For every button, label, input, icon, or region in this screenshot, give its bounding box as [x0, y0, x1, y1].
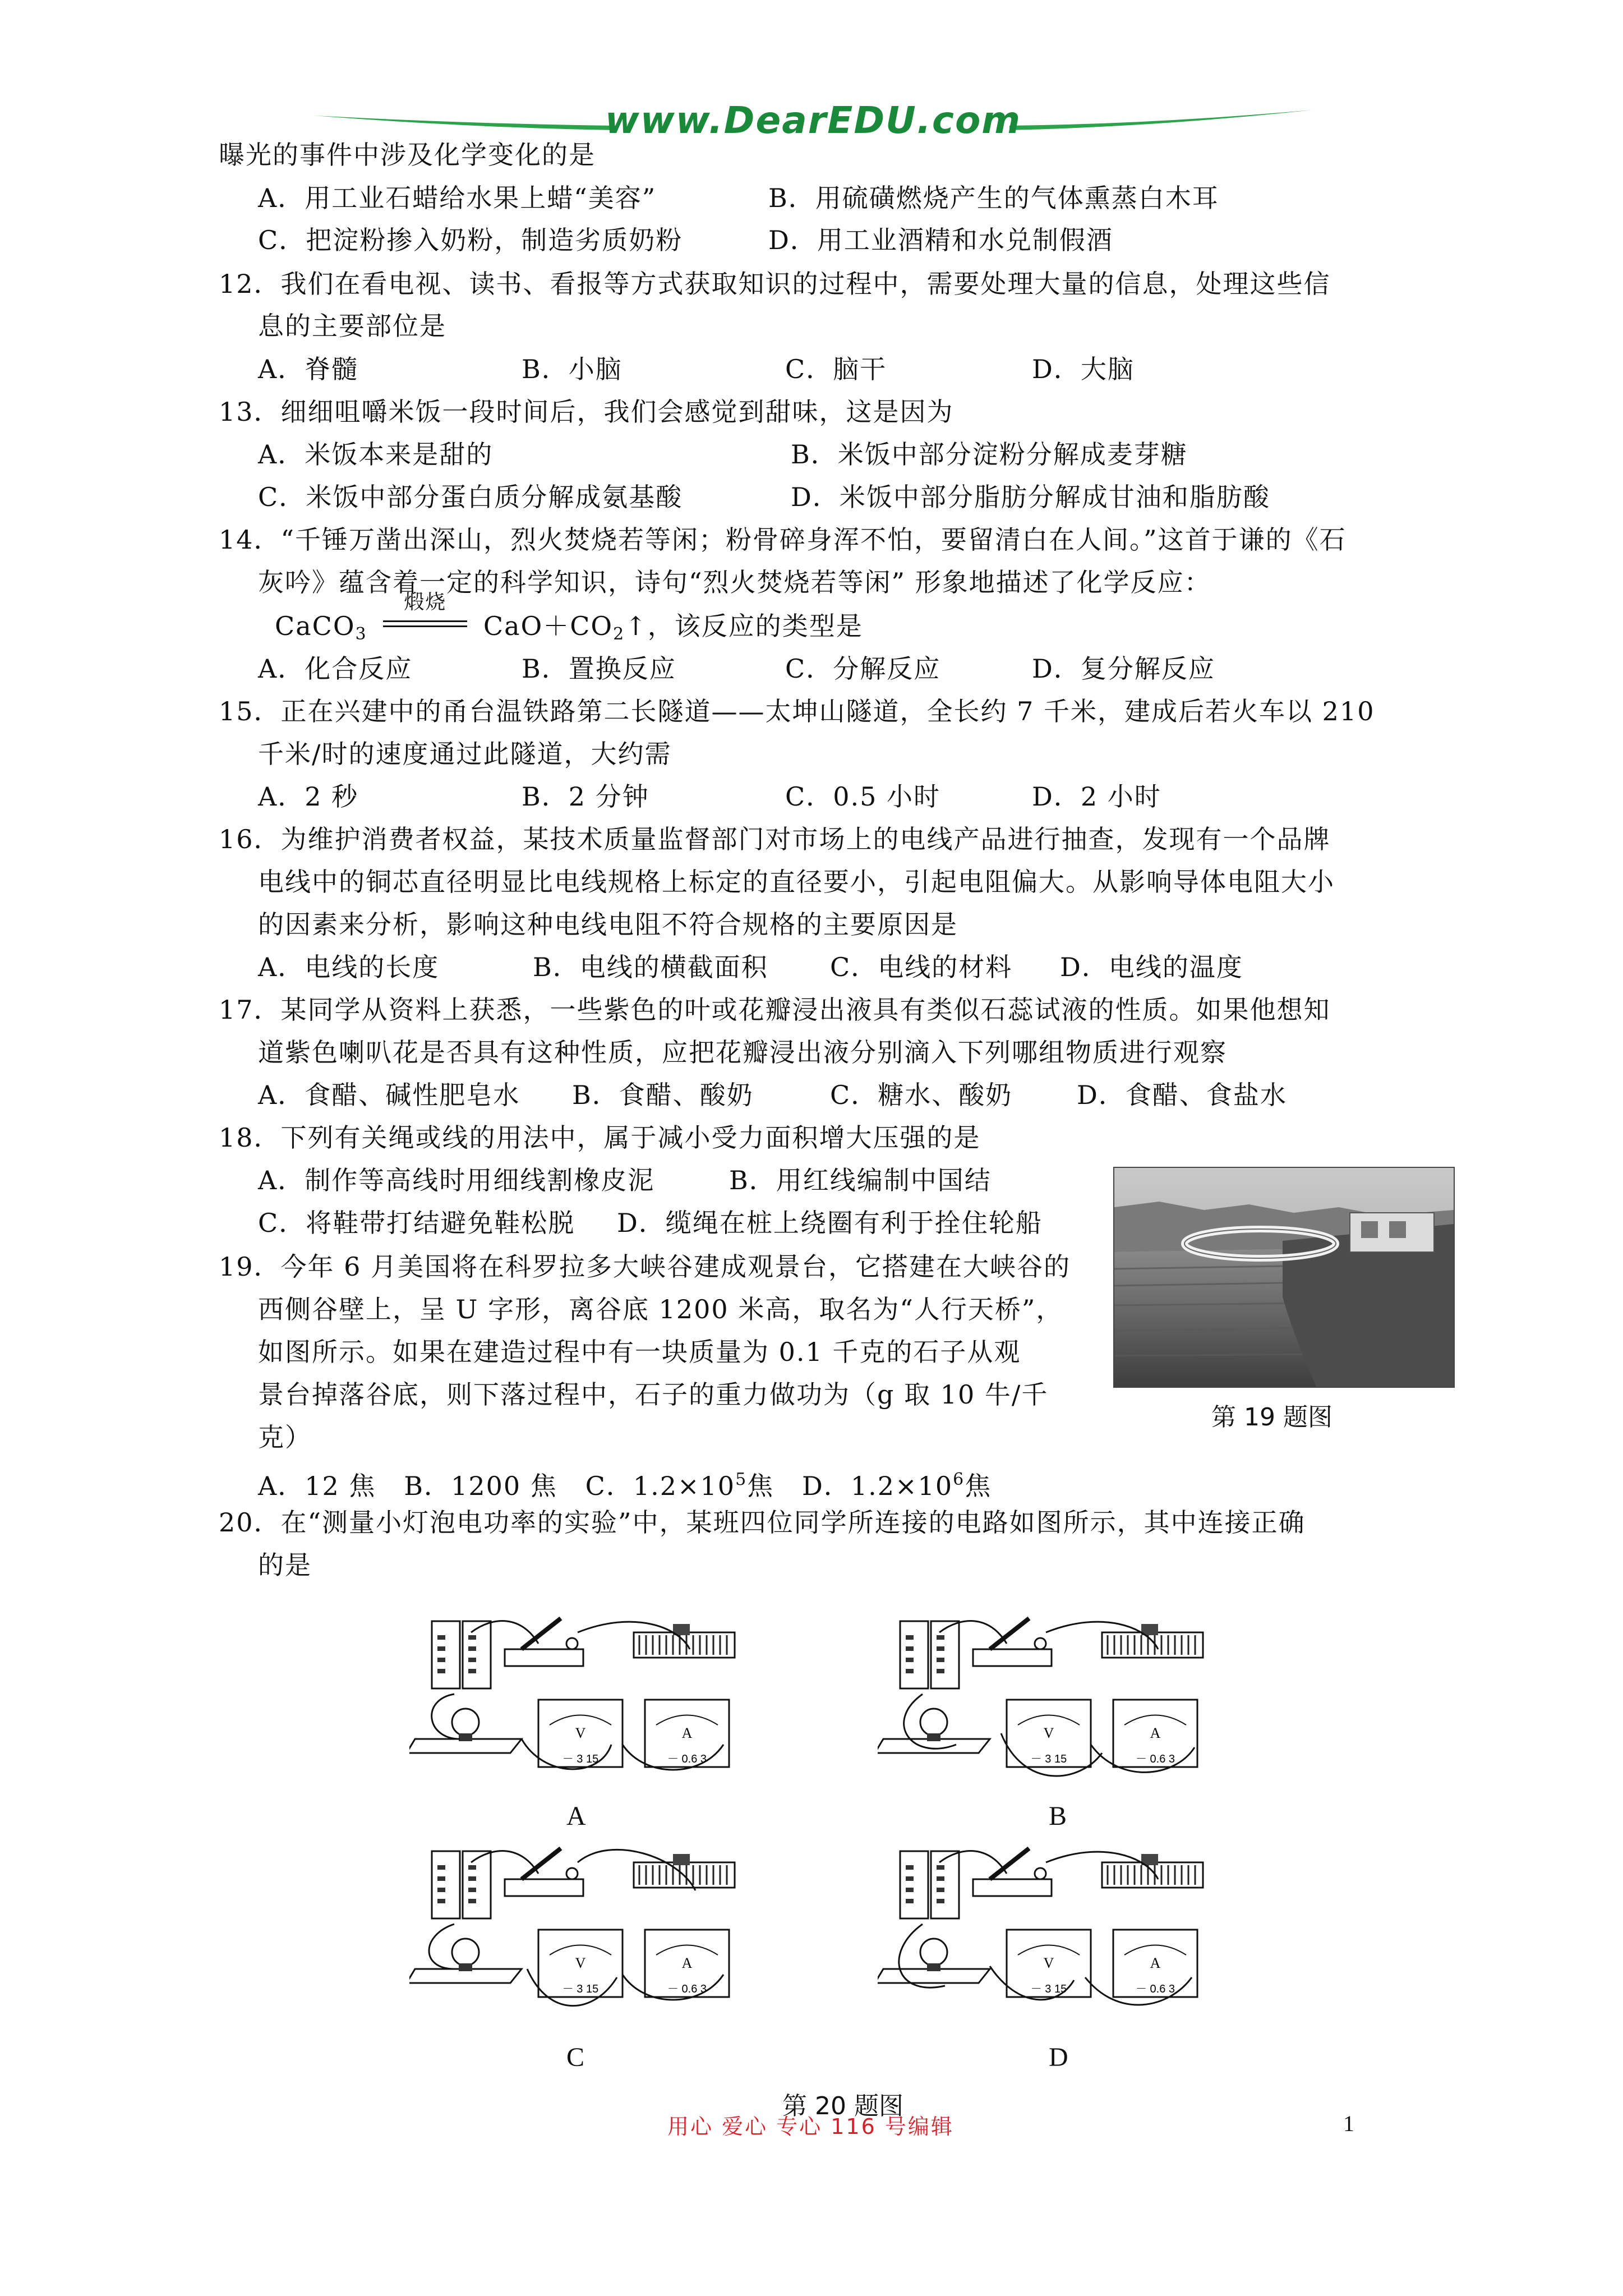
page-number: 1	[1343, 2111, 1354, 2136]
q13-option-c: C．米饭中部分蛋白质分解成氨基酸	[258, 482, 683, 512]
q16-option-b: B．电线的横截面积	[533, 952, 768, 982]
logo-text: www.DearEDU.com	[605, 99, 1022, 142]
q19-option-d-unit: 焦	[965, 1471, 992, 1501]
ammeter-scale: － 0.6 3	[667, 1983, 707, 1995]
q11-option-c: C．把淀粉掺入奶粉，制造劣质奶粉	[258, 225, 683, 255]
q18-option-d: D．缆绳在桩上绕圈有利于拴住轮船	[617, 1208, 1043, 1238]
q13-option-a: A．米饭本来是甜的	[258, 439, 494, 470]
knife-switch-icon	[973, 1618, 1052, 1666]
q17-option-c: C．糖水、酸奶	[830, 1080, 1013, 1110]
ammeter-scale: － 0.6 3	[1135, 1753, 1175, 1765]
q16-option-a: A．电线的长度	[258, 952, 440, 982]
q18-option-c: C．将鞋带打结避免鞋松脱	[258, 1208, 575, 1238]
q15-option-c: C．0.5 小时	[785, 781, 940, 812]
q18-option-a: A．制作等高线时用细线割橡皮泥	[258, 1165, 655, 1195]
figure-19-caption: 第 19 题图	[1211, 1403, 1332, 1432]
light-bulb-icon	[878, 1709, 990, 1753]
knife-switch-icon	[505, 1848, 583, 1896]
question-19-line-5: 克）	[258, 1422, 312, 1452]
q14-option-c: C．分解反应	[785, 654, 941, 684]
question-15-line-1: 15．正在兴建中的甬台温铁路第二长隧道——太坤山隧道，全长约 7 千米，建成后若火车以 210	[219, 696, 1375, 726]
equation-products: CaO＋CO	[483, 611, 614, 641]
q19-option-a: A．12 焦	[258, 1471, 376, 1501]
q15-option-d: D．2 小时	[1032, 781, 1161, 812]
light-bulb-icon	[878, 1939, 990, 1983]
question-12-line-2: 息的主要部位是	[258, 311, 446, 341]
voltmeter-icon	[538, 1700, 623, 1767]
ammeter-scale: － 0.6 3	[1135, 1983, 1175, 1995]
equation-double-line	[383, 620, 467, 627]
q12-option-a: A．脊髓	[258, 354, 359, 384]
question-16-line-2: 电线中的铜芯直径明显比电线规格上标定的直径要小，引起电阻偏大。从影响导体电阻大小	[258, 867, 1335, 897]
q14-option-d: D．复分解反应	[1032, 654, 1215, 684]
question-20-line-2: 的是	[258, 1550, 312, 1580]
light-bulb-icon	[409, 1709, 522, 1753]
circuit-diagram-c	[409, 1840, 746, 2031]
q15-option-b: B．2 分钟	[522, 781, 649, 812]
equation-condition-label: 煅烧	[404, 591, 447, 614]
question-14-line-2: 灰吟》蕴含着一定的科学知识，诗句“烈火焚烧若等闲” 形象地描述了化学反应：	[258, 567, 1211, 597]
equation-product-subscript: 2	[613, 624, 625, 644]
rheostat-icon	[634, 1854, 735, 1888]
q17-option-a: A．食醋、碱性肥皂水	[258, 1080, 520, 1110]
q17-option-d: D．食醋、食盐水	[1077, 1080, 1287, 1110]
q19-options	[258, 1464, 992, 1502]
voltmeter-icon	[1007, 1700, 1091, 1767]
footer-text: 用心 爱心 专心 116 号编辑	[667, 2114, 954, 2139]
ammeter-icon	[645, 1930, 729, 1997]
power-supply-icon	[900, 1621, 959, 1688]
q19-option-c-unit: 焦	[747, 1471, 774, 1501]
ammeter-icon	[1113, 1700, 1197, 1767]
q11-option-b: B．用硫磺燃烧产生的气体熏蒸白木耳	[768, 183, 1219, 213]
q12-option-d: D．大脑	[1032, 354, 1135, 384]
q19-option-d-base: D．1.2×10	[802, 1471, 953, 1501]
panel-label-d: D	[1049, 2042, 1068, 2072]
circuit-diagram-a	[409, 1610, 746, 1801]
question-19-line-1: 19．今年 6 月美国将在科罗拉多大峡谷建成观景台，它搭建在大峡谷的	[219, 1251, 1071, 1282]
ammeter-scale: － 0.6 3	[667, 1753, 707, 1765]
figure-20-caption: 第 20 题图	[782, 2092, 903, 2120]
equation-tail: ，该反应的类型是	[647, 611, 863, 641]
question-14-line-1: 14．“千锤万凿出深山，烈火焚烧若等闲；粉骨碎身浑不怕，要留清白在人间。”这首于谦的《石	[219, 524, 1347, 555]
q13-option-b: B．米饭中部分淀粉分解成麦芽糖	[791, 439, 1188, 470]
ammeter-symbol: A	[1150, 1955, 1161, 1971]
q19-option-d-exponent: 6	[953, 1470, 965, 1489]
voltmeter-scale: － 3 15	[1030, 1983, 1067, 1995]
circuit-diagram-b	[878, 1610, 1214, 1801]
question-17-line-2: 道紫色喇叭花是否具有这种性质，应把花瓣浸出液分别滴入下列哪组物质进行观察	[258, 1037, 1227, 1068]
q14-option-a: A．化合反应	[258, 654, 413, 684]
ammeter-icon	[645, 1700, 729, 1767]
q15-option-a: A．2 秒	[258, 781, 359, 812]
question-19-line-4: 景台掉落谷底，则下落过程中，石子的重力做功为（g 取 10 牛/千	[258, 1379, 1049, 1410]
panel-label-a: A	[566, 1801, 586, 1831]
q11-option-d: D．用工业酒精和水兑制假酒	[768, 225, 1113, 255]
ammeter-icon	[1113, 1930, 1197, 1997]
question-13-line-1: 13．细细咀嚼米饭一段时间后，我们会感觉到甜味，这是因为	[219, 397, 954, 427]
question-19-line-2: 西侧谷壁上，呈 U 字形，离谷底 1200 米高，取名为“人行天桥”，	[258, 1294, 1063, 1324]
equation-reactant-subscript: 3	[355, 624, 367, 644]
q16-option-d: D．电线的温度	[1060, 952, 1243, 982]
q19-option-c-exponent: 5	[735, 1470, 748, 1489]
question-15-line-2: 千米/时的速度通过此隧道，大约需	[258, 739, 672, 769]
canyon-image	[1114, 1168, 1454, 1387]
light-bulb-icon	[409, 1939, 522, 1983]
ammeter-symbol: A	[681, 1955, 693, 1971]
q12-option-c: C．脑干	[785, 354, 887, 384]
gas-arrow-icon: ↑	[625, 611, 648, 641]
ammeter-symbol: A	[1150, 1725, 1161, 1741]
question-16-line-1: 16．为维护消费者权益，某技术质量监督部门对市场上的电线产品进行抽查，发现有一个品牌	[219, 824, 1331, 854]
ammeter-symbol: A	[681, 1725, 693, 1741]
circuit-panel-c	[409, 1840, 746, 2031]
knife-switch-icon	[973, 1848, 1052, 1896]
q19-option-c-base: C．1.2×10	[585, 1471, 736, 1501]
q11-option-a: A．用工业石蜡给水果上蜡“美容”	[258, 183, 657, 213]
voltmeter-symbol: V	[575, 1955, 586, 1971]
skywalk-photo	[1113, 1167, 1455, 1388]
question-17-line-1: 17．某同学从资料上获悉，一些紫色的叶或花瓣浸出液具有类似石蕊试液的性质。如果他想知	[219, 995, 1331, 1025]
circuit-panel-b	[878, 1610, 1214, 1801]
circuit-panel-d	[878, 1840, 1214, 2031]
circuit-diagram-d	[878, 1840, 1214, 2031]
equation-condition	[383, 591, 467, 642]
question-16-line-3: 的因素来分析，影响这种电线电阻不符合规格的主要原因是	[258, 909, 958, 940]
equation-reactant: CaCO	[275, 611, 356, 641]
knife-switch-icon	[505, 1618, 583, 1666]
panel-label-b: B	[1049, 1801, 1067, 1831]
q12-option-b: B．小脑	[522, 354, 623, 384]
power-supply-icon	[900, 1851, 959, 1918]
voltmeter-icon	[1007, 1930, 1091, 1997]
voltmeter-scale: － 3 15	[562, 1983, 599, 1995]
voltmeter-scale: － 3 15	[1030, 1753, 1067, 1765]
q13-option-d: D．米饭中部分脂肪分解成甘油和脂肪酸	[791, 482, 1270, 512]
question-19-line-3: 如图所示。如果在建造过程中有一块质量为 0.1 千克的石子从观	[258, 1337, 1021, 1367]
voltmeter-symbol: V	[1043, 1955, 1054, 1971]
circuit-panel-a	[409, 1610, 746, 1801]
chemical-equation	[275, 591, 863, 650]
power-supply-icon	[432, 1621, 491, 1688]
voltmeter-symbol: V	[575, 1725, 586, 1741]
question-11-stem: 曝光的事件中涉及化学变化的是	[219, 140, 596, 170]
panel-label-c: C	[566, 2042, 585, 2072]
wire	[429, 1924, 454, 1969]
q17-option-b: B．食醋、酸奶	[572, 1080, 754, 1110]
q19-option-c	[585, 1471, 774, 1501]
voltmeter-symbol: V	[1043, 1725, 1054, 1741]
question-18-line-1: 18．下列有关绳或线的用法中，属于减小受力面积增大压强的是	[219, 1122, 981, 1153]
q14-option-b: B．置换反应	[522, 654, 676, 684]
q19-option-b: B．1200 焦	[404, 1471, 557, 1501]
question-12-line-1: 12．我们在看电视、读书、看报等方式获取知识的过程中，需要处理大量的信息，处理这些信	[219, 269, 1331, 299]
q18-option-b: B．用红线编制中国结	[729, 1165, 992, 1195]
q19-option-d	[802, 1471, 992, 1501]
q16-option-c: C．电线的材料	[830, 952, 1013, 982]
question-20-line-1: 20．在“测量小灯泡电功率的实验”中，某班四位同学所连接的电路如图所示，其中连接正确	[219, 1507, 1306, 1538]
power-supply-icon	[432, 1851, 491, 1918]
voltmeter-scale: － 3 15	[562, 1753, 599, 1765]
